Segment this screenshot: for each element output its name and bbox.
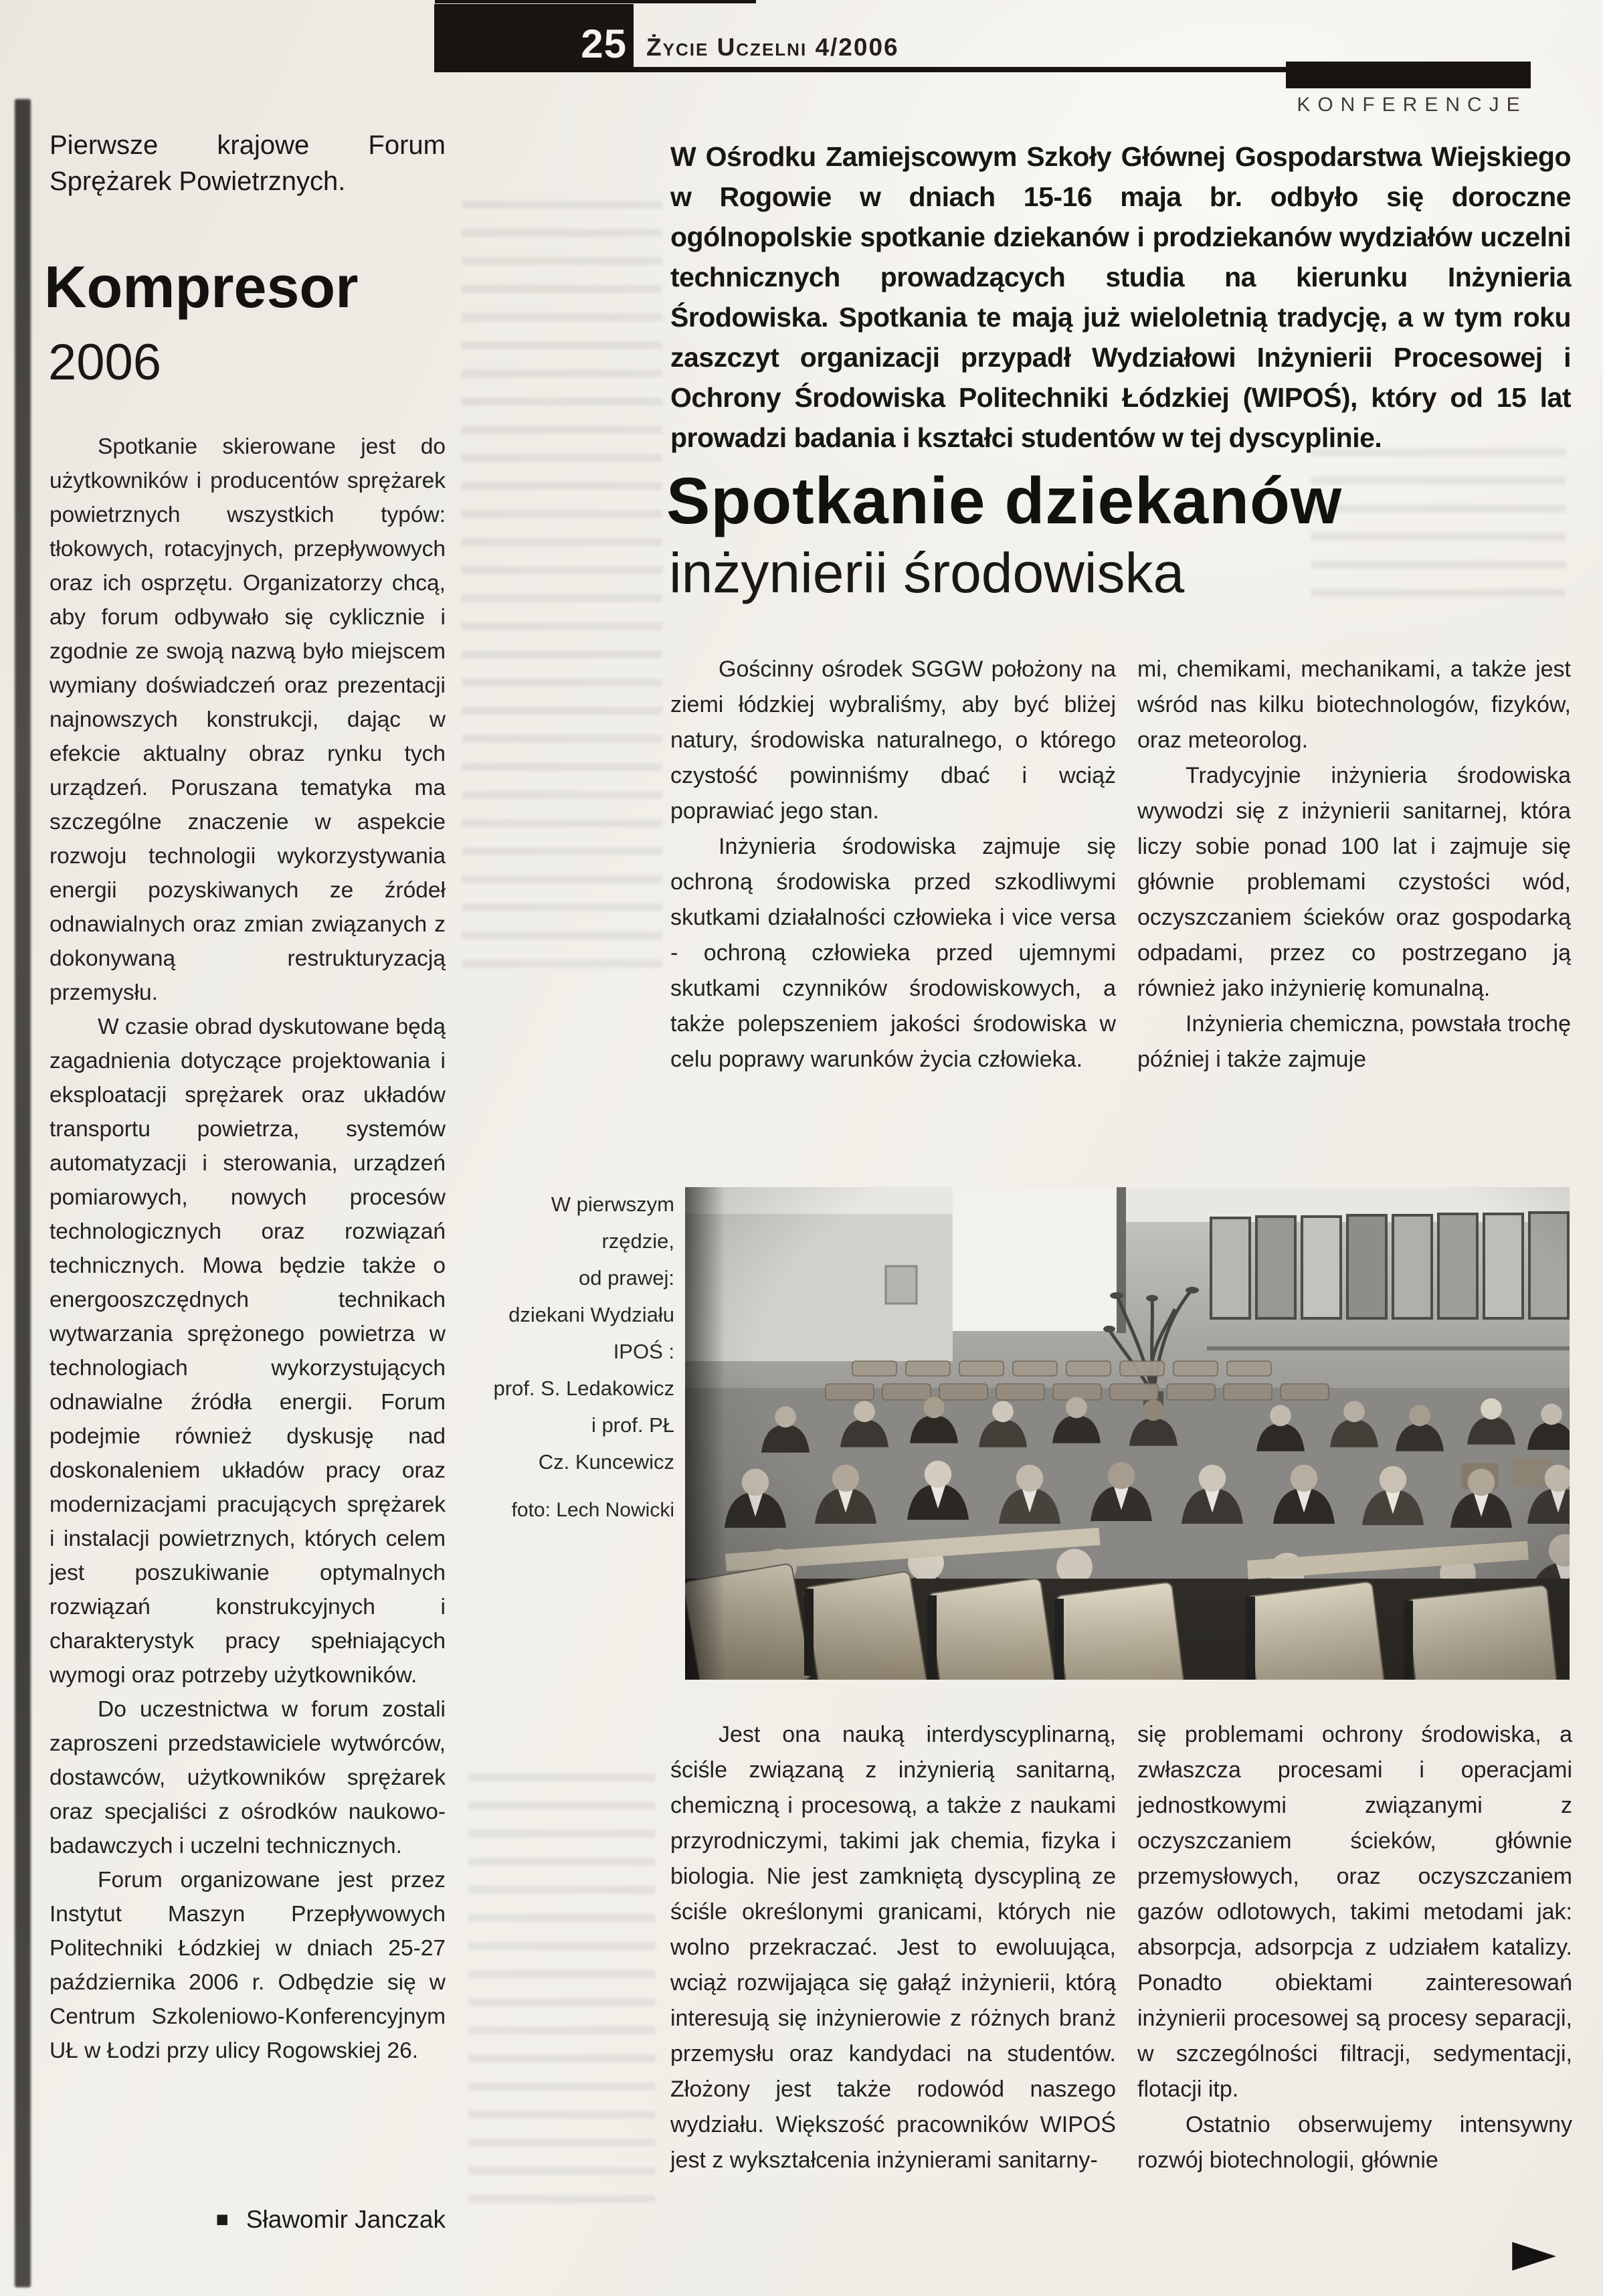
paragraph: Ostatnio obserwujemy intensywny rozwój biotechnologii, głównie xyxy=(1137,2112,1572,2173)
continuation-arrow-icon: ► xyxy=(1512,2218,1557,2285)
photo-credit: foto: Lech Nowicki xyxy=(511,1499,674,1521)
paragraph: Inżynieria chemiczna, powstała trochę później i także zajmuje xyxy=(1137,1011,1571,1072)
left-article-kicker: Pierwsze krajowe Forum Sprężarek Powietrznych. xyxy=(50,130,446,196)
section-bar xyxy=(1286,62,1531,88)
caption-line: prof. S. Ledakowicz xyxy=(493,1377,674,1400)
article-headline-line2: inżynierii środowiska xyxy=(669,541,1185,604)
caption-line: rzędzie, xyxy=(601,1229,674,1253)
paragraph: mi, chemikami, mechanikami, a także jest wśród nas kilku biotechnologów, fizyków, oraz meteorolog. xyxy=(1137,656,1571,753)
caption-line: Cz. Kuncewicz xyxy=(538,1450,674,1474)
showthrough-ghost-text xyxy=(468,1753,656,2222)
caption-line: W pierwszym xyxy=(551,1193,674,1216)
article-headline-line1: Spotkanie dziekanów xyxy=(666,464,1343,537)
section-label: KONFERENCJE xyxy=(1297,94,1527,116)
photo-illustration xyxy=(685,1187,1570,1680)
conference-audience-photo xyxy=(685,1187,1570,1680)
paragraph: Gościnny ośrodek SGGW położony na ziemi łódzkiej wybraliśmy, aby być bliżej natury, środowiska naturalnego, o którego czystość powinniśmy dbać i wciąż poprawiać jego stan. xyxy=(670,656,1116,824)
paragraph: Tradycyjnie inżynieria środowiska wywodzi się z inżynierii sanitarnej, która liczy sobie ponad 100 lat i zajmuje się głównie problemami czystości wód, oczyszczaniem ścieków oraz gospodarką odpadami, przez co postrzegano ją również jako inżynierię komunalną. xyxy=(1137,763,1571,1001)
article-column-right-bottom xyxy=(1137,1717,1572,2178)
showthrough-ghost-text xyxy=(462,181,662,970)
author-bullet-icon: ■ xyxy=(215,2207,229,2231)
left-article-body xyxy=(50,430,446,2068)
photo-caption xyxy=(426,1186,674,1480)
article-column-right-top xyxy=(1137,652,1571,1077)
paragraph: Forum organizowane jest przez Instytut Maszyn Przepływowych Politechniki Łódzkiej w dniach 25-27 października 2006 r. Odbędzie się w Centrum Szkoleniowo-Konferencyjnym UŁ w Łodzi przy ulicy Rogowskiej 26. xyxy=(50,1868,446,2063)
article-column-middle-top xyxy=(670,652,1116,1077)
left-article-title-line1: Kompresor xyxy=(44,254,359,320)
paragraph: Inżynieria środowiska zajmuje się ochroną środowiska przed szkodliwymi skutkami działalności człowieka i vice versa - ochroną człowieka przed ujemnymi skutkami czynników środowiskowych, a także polepszeniem jakości środowiska w celu poprawy warunków życia człowieka. xyxy=(670,834,1116,1072)
paragraph: W czasie obrad dyskutowane będą zagadnienia dotyczące projektowania i eksploatacji sprężarek oraz układów transportu powietrza, systemów automatyzacji i sterowania, urządzeń pomiarowych, nowych procesów technologicznych oraz rozwiązań technicznych. Mowa będzie także o energooszczędnych technikach wytwarzania sprężonego powietrza w technologiach wykorzystujących odnawialne źródła energii. Forum podejmie również dyskusję nad doskonaleniem układów pracy oraz modernizacjami pracujących sprężarek i instalacji powietrznych, których celem jest poszukiwanie optymalnych rozwiązań konstrukcyjnych i charakterystyk pracy spełniających wymogi oraz potrzeby użytkowników. xyxy=(50,1014,446,1688)
author-name: Sławomir Janczak xyxy=(246,2206,446,2233)
scan-edge-artifact xyxy=(15,99,31,2287)
page-number: 25 xyxy=(581,21,627,66)
left-article-title-line2: 2006 xyxy=(48,334,162,391)
caption-line: i prof. PŁ xyxy=(591,1413,674,1437)
caption-line: od prawej: xyxy=(578,1266,674,1290)
caption-line: dziekani Wydziału xyxy=(508,1303,674,1326)
journal-title: Życie Uczelni 4/2006 xyxy=(646,33,899,61)
paragraph: Do uczestnictwa w forum zostali zaproszeni przedstawiciele wytwórców, dostawców, użytkowników sprężarek oraz specjaliści z ośrodków naukowo-badawczych i uczelni technicznych. xyxy=(50,1697,446,1858)
paragraph: Jest ona nauką interdyscyplinarną, ściśle związaną z inżynierią sanitarną, chemiczną i procesową, a także z naukami przyrodniczymi, takimi jak chemia, fizyka i biologia. Nie jest zamkniętą dyscypliną ze ściśle określonymi granicami, których nie wolno przekraczać. Jest to ewoluująca, wciąż rozwijająca się gałąź inżynierii, którą interesują się inżynierowie z różnych branż przemysłu oraz kandydaci na studentów. Złożony jest także rodowód naszego wydziału. Większość pracowników WIPOŚ jest z wykształcenia inżynierami sanitarny- xyxy=(670,1722,1116,2173)
caption-line: IPOŚ : xyxy=(613,1340,674,1363)
paragraph: Spotkanie skierowane jest do użytkowników i producentów sprężarek powietrznych wszystkich typów: tłokowych, rotacyjnych, przepływowych oraz ich osprzętu. Organizatorzy chcą, aby forum odbywało się cyklicznie i zgodnie ze swoją nazwą było miejscem wymiany doświadczeń oraz prezentacji najnowszych konstrukcji, dając w efekcie aktualny obraz rynku tych urządzeń. Poruszana tematyka ma szczególne znaczenie w aspekcie rozwoju technologii wykorzystywania energii pozyskiwanych ze źródeł odnawialnych oraz zmian związanych z dokonywaną restrukturyzacją przemysłu. xyxy=(50,434,446,1005)
paragraph: się problemami ochrony środowiska, a zwłaszcza procesami i operacjami jednostkowymi związanymi z oczyszczaniem ścieków, głównie przemysłowych, oraz oczyszczaniem gazów odlotowych, takimi metodami jak: absorpcja, adsorpcja z udziałem katalizy. Ponadto obiektami zainteresowań inżynierii procesowej są procesy separacji, w szczególności filtracji, sedymentacji, flotacji itp. xyxy=(1137,1722,1572,2102)
photo-vignette xyxy=(685,1187,1570,1680)
page-number-box xyxy=(434,4,634,67)
author-byline xyxy=(50,2206,446,2234)
article-column-middle-bottom xyxy=(670,1717,1116,2178)
scan-edge-artifact xyxy=(435,0,756,3)
article-lead: W Ośrodku Zamiejscowym Szkoły Głównej Gospodarstwa Wiejskiego w Rogowie w dniach 15-16 maja br. odbyło się doroczne ogólnopolskie spotkanie dziekanów i prodziekanów wydziałów uczelni technicznych prowadzących studia na kierunku Inżynieria Środowiska. Spotkania te mają już wieloletnią tradycję, a w tym roku zaszczyt organizacji przypadł Wydziałowi Inżynierii Procesowej i Ochrony Środowiska Politechniki Łódzkiej (WIPOŚ), który od 15 lat prowadzi badania i kształci studentów w tej dyscyplinie. xyxy=(670,141,1571,453)
header-rule xyxy=(434,67,1289,72)
